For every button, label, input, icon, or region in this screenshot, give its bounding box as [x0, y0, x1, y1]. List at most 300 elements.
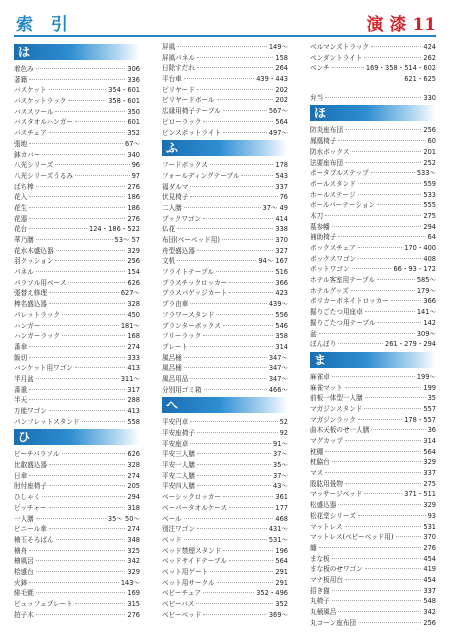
leader-dots	[68, 100, 106, 101]
entry-term: ベール	[162, 514, 182, 523]
entry-pages: 559	[423, 179, 436, 188]
entry-term: プレート	[162, 342, 189, 351]
entry-term: 股肱用畳物	[310, 479, 343, 488]
index-entry	[14, 406, 140, 417]
leader-dots	[345, 526, 422, 527]
index-entry	[310, 415, 436, 426]
entry-pages: 186	[127, 193, 140, 202]
entry-term: バスケットラック	[14, 97, 67, 106]
leader-dots	[190, 443, 271, 444]
leader-dots	[197, 89, 274, 90]
leader-dots	[75, 603, 126, 604]
index-entry	[310, 372, 436, 383]
leader-dots	[29, 207, 125, 208]
entry-pages: 142	[423, 318, 436, 327]
leader-dots	[332, 600, 422, 601]
leader-dots	[29, 228, 87, 229]
entry-term: ベッドサイドテーブル	[162, 557, 227, 566]
entry-pages: 37～ 49	[262, 203, 288, 212]
entry-term: 分別用ゴミ箱	[162, 385, 202, 394]
entry-pages: 340	[127, 150, 140, 159]
entry-pages: 178	[275, 161, 288, 170]
index-entry	[14, 492, 140, 503]
index-entry	[162, 353, 288, 364]
leader-dots	[358, 183, 422, 184]
index-entry	[14, 471, 140, 482]
entry-pages: 276	[127, 214, 140, 223]
leader-dots	[197, 67, 273, 68]
index-entry	[162, 95, 288, 106]
entry-pages: 626	[127, 278, 140, 287]
entry-pages: 92	[279, 429, 288, 437]
entry-term: 枕脇台	[310, 458, 330, 467]
entry-pages: 329	[423, 501, 436, 510]
leader-dots	[29, 79, 125, 80]
entry-pages: 93	[427, 511, 436, 520]
section-letter: ふ	[166, 141, 179, 156]
entry-pages: 202	[275, 85, 288, 94]
entry-pages: 337	[275, 182, 288, 191]
index-entry	[310, 136, 436, 147]
entry-term: バススツール	[14, 107, 54, 116]
entry-pages: 291	[275, 567, 288, 576]
entry-pages: 201	[423, 147, 436, 156]
entry-term: 日傘	[14, 471, 28, 480]
entry-term: プラ由車	[162, 300, 189, 309]
entry-pages: 352	[127, 129, 140, 138]
entry-term: ポリカーボネイトロッカー	[310, 297, 389, 306]
index-entry	[14, 150, 140, 161]
index-entry	[162, 117, 288, 128]
entry-term: 檜風呂	[14, 557, 34, 566]
index-entry	[14, 107, 140, 118]
index-entry	[310, 200, 436, 211]
leader-dots	[62, 314, 125, 315]
entry-pages: 567～	[268, 107, 288, 116]
entry-term: 防水ボックス	[310, 147, 350, 156]
leader-dots	[29, 143, 123, 144]
leader-dots	[223, 550, 273, 551]
entry-pages: 256	[423, 618, 436, 627]
index-entry	[162, 428, 288, 439]
leader-dots	[332, 558, 422, 559]
leader-dots	[29, 582, 119, 583]
index-entry	[310, 74, 436, 85]
entry-pages: 317	[127, 385, 140, 394]
entry-term: 盆	[310, 329, 317, 338]
leader-dots	[49, 89, 107, 90]
entry-term: ベーシックロッカー	[162, 493, 221, 502]
leader-dots	[338, 140, 425, 141]
leader-dots	[345, 483, 421, 484]
leader-dots	[177, 46, 267, 47]
index-entry	[14, 96, 140, 107]
index-entry	[310, 211, 436, 222]
leader-dots	[203, 592, 254, 593]
index-entry	[14, 171, 140, 182]
index-entry	[162, 203, 288, 214]
entry-pages: 261・279・294	[385, 340, 436, 349]
entry-term: 風呂桶	[162, 364, 182, 373]
entry-pages: 294	[423, 222, 436, 231]
leader-dots	[55, 111, 125, 112]
entry-pages: 366	[423, 297, 436, 306]
leader-dots	[197, 464, 271, 465]
index-entry	[162, 567, 288, 578]
entry-term: 緋毛氈	[14, 589, 34, 598]
entry-pages: 306	[127, 65, 140, 73]
entry-term: ブックワゴン	[162, 214, 202, 223]
index-entry	[310, 125, 436, 136]
leader-dots	[377, 279, 415, 280]
index-entry	[310, 339, 436, 350]
entry-pages: 181～	[120, 321, 140, 330]
index-entry	[14, 546, 140, 557]
entry-term: まな板のせワゴン	[310, 565, 363, 574]
index-entry	[310, 222, 436, 233]
section-letter: ひ	[18, 430, 31, 445]
entry-term: フォールディングテーブル	[162, 171, 240, 180]
entry-term: 補助椅子	[310, 233, 337, 242]
entry-term: マッサージベッド	[310, 490, 363, 499]
entry-pages: 621・625	[404, 75, 436, 84]
entry-term: 華乃膳	[14, 236, 34, 244]
entry-pages: 424	[423, 43, 436, 51]
leader-dots	[223, 496, 273, 497]
index-entry	[14, 503, 140, 514]
index-entry	[310, 457, 436, 468]
entry-term: 舟型盛込器	[162, 246, 195, 255]
entry-pages: 533～	[416, 169, 436, 178]
entry-pages: 370	[423, 533, 436, 542]
entry-pages: 325	[127, 546, 140, 555]
index-entry	[162, 578, 288, 589]
leader-dots	[49, 292, 119, 293]
index-entry	[14, 374, 140, 385]
entry-term: ビニール傘	[14, 525, 47, 534]
index-entry	[162, 331, 288, 342]
entry-pages: 329	[127, 567, 140, 576]
entry-term: 日除すだれ	[162, 64, 195, 73]
index-entry	[14, 75, 140, 86]
index-entry	[162, 128, 288, 139]
index-entry	[14, 128, 140, 139]
entry-pages: 347～	[268, 364, 288, 373]
index-entry	[14, 139, 140, 150]
entry-pages: 350	[127, 107, 140, 116]
entry-pages: 274	[127, 525, 140, 534]
entry-pages: 466～	[268, 385, 288, 394]
entry-term: ボックスワゴン	[310, 254, 357, 263]
entry-pages: 96	[131, 161, 140, 170]
entry-pages: 76	[279, 193, 288, 202]
entry-term: 万能ワゴン	[14, 407, 47, 415]
index-entry	[162, 342, 288, 353]
entry-pages: 533	[423, 190, 436, 199]
leader-dots	[36, 271, 126, 272]
entry-term: パンフレットスタンド	[14, 417, 80, 426]
entry-pages: 558	[127, 417, 140, 426]
index-entry	[14, 214, 140, 225]
index-entry	[310, 318, 436, 329]
index-entry	[310, 543, 436, 554]
entry-term: 布団(ベーベッド用)	[162, 236, 220, 244]
entry-term: パレットラック	[14, 310, 60, 319]
entry-pages: 497～	[268, 128, 288, 137]
entry-term: 鉢カバー	[14, 150, 41, 159]
entry-pages: 141～	[416, 308, 436, 317]
index-entry	[162, 556, 288, 567]
leader-dots	[377, 204, 421, 205]
entry-pages: 311～	[120, 374, 140, 383]
entry-pages: 328	[127, 300, 140, 309]
entry-term: バスケット	[14, 86, 47, 95]
entry-term: 平安二人膳	[162, 471, 195, 480]
entry-pages: 454	[423, 554, 436, 563]
entry-pages: 37～	[273, 450, 288, 459]
entry-pages: 352	[275, 600, 288, 608]
entry-term: ベンチ	[310, 64, 330, 73]
leader-dots	[358, 258, 421, 259]
entry-pages: 329	[127, 246, 140, 255]
entry-pages: 543	[275, 171, 288, 180]
entry-term: 墓参幡	[310, 222, 330, 231]
entry-term: ベーパータオルケース	[162, 503, 228, 512]
entry-term: 比叡盛込器	[14, 461, 47, 470]
leader-dots	[203, 614, 267, 615]
entry-pages: 37～	[273, 471, 288, 480]
leader-dots	[29, 357, 125, 358]
entry-term: 張替え修理	[14, 289, 47, 298]
entry-term: プラスパゲッジカート	[162, 289, 228, 298]
leader-dots	[75, 121, 126, 122]
leader-dots	[36, 614, 126, 615]
entry-pages: 177	[275, 503, 288, 512]
section-letter: ほ	[314, 106, 327, 121]
entry-term: フードボックス	[162, 161, 208, 170]
index-entry	[162, 599, 288, 610]
leader-dots	[36, 378, 119, 379]
entry-term: ポータブルステップ	[310, 169, 369, 178]
entry-term: バンケット用ワゴン	[14, 364, 73, 373]
entry-term: 半天	[14, 396, 28, 405]
leader-dots	[55, 260, 125, 261]
entry-term: 張地	[14, 139, 28, 148]
entry-term: 番重	[14, 385, 28, 394]
index-entry	[310, 468, 436, 479]
leader-dots	[319, 547, 422, 548]
leader-dots	[62, 453, 126, 454]
entry-term: 火鉢	[14, 578, 28, 587]
index-entry	[162, 481, 288, 492]
index-entry	[162, 588, 288, 599]
entry-term: マットレス(ベビーベッド用)	[310, 533, 394, 542]
leader-dots	[345, 387, 422, 388]
section-header	[162, 140, 288, 156]
entry-term: 屏風	[162, 43, 176, 51]
entry-pages: 358・601	[108, 97, 140, 106]
index-entry	[310, 404, 436, 415]
leader-dots	[210, 164, 274, 165]
index-entry	[310, 500, 436, 511]
leader-dots	[49, 132, 126, 133]
leader-dots	[197, 432, 278, 433]
entry-pages: 315	[127, 600, 140, 608]
entry-term: まな板	[310, 554, 330, 563]
index-entry	[162, 256, 288, 267]
leader-dots	[352, 268, 392, 269]
leader-dots	[197, 250, 273, 251]
index-entry	[162, 85, 288, 96]
entry-term: マガジンラック	[310, 415, 356, 424]
leader-dots	[36, 592, 126, 593]
leader-dots	[29, 550, 125, 551]
entry-term: 花台	[14, 225, 28, 234]
index-entry	[162, 214, 288, 225]
entry-pages: 309～	[416, 329, 436, 338]
entry-pages: 439・443	[256, 75, 288, 84]
leader-dots	[332, 67, 364, 68]
leader-dots	[203, 218, 273, 219]
leader-dots	[184, 207, 261, 208]
index-entry	[14, 85, 140, 96]
leader-dots	[196, 603, 273, 604]
entry-pages: 626	[127, 450, 140, 459]
entry-pages: 179～	[416, 286, 436, 295]
leader-dots	[332, 376, 415, 377]
entry-term: 一人膳	[14, 514, 34, 523]
leader-dots	[29, 218, 125, 219]
leader-dots	[82, 421, 126, 422]
leader-dots	[217, 99, 274, 100]
index-entry	[14, 524, 140, 535]
entry-term: 法要座布団	[310, 158, 343, 167]
index-column-1	[14, 42, 140, 620]
entry-pages: 275	[423, 211, 436, 220]
leader-dots	[56, 539, 126, 540]
entry-term: 福ダルマ	[162, 182, 189, 191]
entry-pages: 169	[127, 589, 140, 598]
index-entry	[162, 524, 288, 535]
index-entry	[14, 417, 140, 428]
index-entry	[162, 224, 288, 235]
entry-term: ボットワゴン	[310, 265, 350, 274]
section-letter: ま	[314, 352, 327, 367]
index-entry	[162, 267, 288, 278]
entry-term: 八光シリーズうるみ	[14, 171, 74, 180]
entry-pages: 556	[275, 310, 288, 319]
entry-pages: 336	[127, 75, 140, 84]
entry-term: 松花堂シリーズ	[310, 511, 356, 520]
index-entry	[310, 42, 436, 53]
entry-term: ぼんぼり	[310, 340, 337, 349]
index-entry	[162, 299, 288, 310]
entry-pages: 149～	[268, 43, 288, 51]
entry-term: 花生	[14, 203, 28, 212]
index-entry	[310, 232, 436, 243]
entry-pages: 366	[275, 278, 288, 287]
entry-pages: 413	[127, 364, 140, 373]
index-entry	[162, 106, 288, 117]
leader-dots	[75, 175, 130, 176]
leader-dots	[190, 378, 266, 379]
leader-dots	[197, 57, 273, 58]
index-entry	[310, 190, 436, 201]
leader-dots	[229, 560, 274, 561]
entry-term: 招き猫	[310, 586, 330, 595]
leader-dots	[364, 57, 421, 58]
index-entry	[310, 479, 436, 490]
index-entry	[310, 147, 436, 158]
leader-dots	[223, 325, 273, 326]
index-entry	[14, 278, 140, 289]
entry-pages: 328	[127, 461, 140, 470]
entry-pages: 52	[279, 418, 288, 427]
entry-term: ホテルグッズ	[310, 286, 349, 295]
index-entry	[310, 307, 436, 318]
entry-term: ピッチャー	[14, 503, 47, 512]
leader-dots	[36, 560, 126, 561]
header-rule	[14, 35, 436, 37]
leader-dots	[177, 260, 256, 261]
entry-term: ひしゃく	[14, 493, 41, 502]
index-entry	[14, 331, 140, 342]
leader-dots	[358, 419, 402, 420]
index-entry	[162, 374, 288, 385]
leader-dots	[184, 357, 267, 358]
index-entry	[310, 511, 436, 522]
leader-dots	[36, 68, 126, 69]
index-entry	[14, 395, 140, 406]
leader-dots	[184, 367, 267, 368]
leader-dots	[216, 271, 273, 272]
entry-pages: 53～ 57	[114, 236, 140, 244]
section-header	[14, 44, 140, 60]
entry-term: 風呂用品	[162, 374, 189, 383]
leader-dots	[29, 196, 125, 197]
index-entry	[162, 385, 288, 396]
index-entry	[162, 42, 288, 53]
leader-dots	[204, 389, 267, 390]
entry-pages: 256	[127, 257, 140, 266]
entry-pages: 342	[423, 608, 436, 616]
index-entry	[310, 179, 436, 190]
entry-pages: 170・400	[404, 244, 436, 252]
entry-term: 掘りごたつ用座卓	[310, 308, 363, 317]
index-entry	[14, 556, 140, 567]
entry-term: パラソル用ベース	[14, 278, 67, 287]
leader-dots	[351, 290, 415, 291]
entry-pages: 439～	[268, 300, 288, 309]
leader-dots	[184, 518, 274, 519]
index-entry	[162, 160, 288, 171]
entry-term: 丸桶風呂	[310, 608, 337, 616]
leader-dots	[184, 78, 254, 79]
entry-pages: 199～	[416, 372, 436, 381]
leader-dots	[338, 611, 421, 612]
entry-term: ビュッフェプレート	[14, 600, 73, 608]
entry-pages: 276	[127, 182, 140, 191]
index-entry	[310, 63, 436, 74]
leader-dots	[345, 440, 422, 441]
entry-pages: 330	[423, 93, 436, 102]
entry-term: ボールパーテーション	[310, 201, 376, 210]
entry-term: 平安一人膳	[162, 461, 195, 470]
entry-pages: 348	[127, 535, 140, 544]
entry-pages: 35	[427, 394, 436, 403]
entry-term: 平安座卓	[162, 439, 189, 448]
leader-dots	[364, 493, 402, 494]
